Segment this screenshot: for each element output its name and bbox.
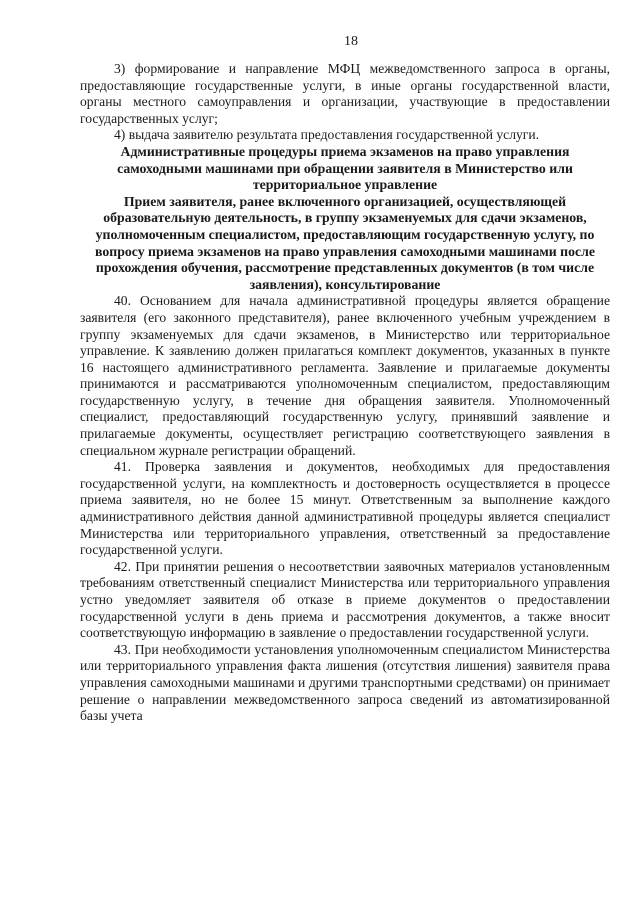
paragraph-item-3: 3) формирование и направление МФЦ межведомственного запроса в органы, предоставляющие государственные услуги, в иные органы государственной власти, органы местного самоуправления и организации, участвующие в предоставлении государственных услуг; xyxy=(80,61,610,126)
paragraph-42: 42. При принятии решения о несоответствии заявочных материалов установленным требованиям ответственный специалист Министерства или территориального управления устно уведомляет заявителя об отказе в приеме документов о предоставлении государственной услуги в день приема и рассмотрения документов, а также вносит соответствующую информацию в заявление о предоставлении государственной услуги. xyxy=(80,558,610,641)
subsection-heading: Прием заявителя, ранее включенного организацией, осуществляющей образовательную деятельность, в группу экзаменуемых для сдачи экзаменов, уполномоченным специалистом, предоставляющим государственную услугу, по вопросу приема экзаменов на право управления самоходными машинами после прохождения обучения, рассмотрение представленных документов (в том числе заявления), консультирование xyxy=(94,193,595,292)
page-number: 18 xyxy=(344,34,358,49)
paragraph-40: 40. Основанием для начала административной процедуры является обращение заявителя (его законного представителя), ранее включенного учебным учреждением в группу экзаменуемых для сдачи экзаменов, в Министерство или территориальное управление. К заявлению должен прилагаться комплект документов, указанных в пункте 16 настоящего административного регламента. Заявление и прилагаемые документы принимаются и рассматриваются уполномоченным специалистом, предоставляющим государственную услугу, в течение дня обращения заявителя. Уполномоченный специалист, предоставляющий государственную услугу, принявший заявление и прилагаемые документы, осуществляет регистрацию соответствующего заявления в специальном журнале регистрации обращений. xyxy=(80,293,610,458)
section-heading: Административные процедуры приема экзаменов на право управления самоходными машинами при обращении заявителя в Министерство или территориальное управление xyxy=(117,143,573,193)
paragraph-item-4: 4) выдача заявителю результата предоставления государственной услуги. xyxy=(114,127,540,143)
paragraph-41: 41. Проверка заявления и документов, необходимых для предоставления государственной услуги, на комплектность и достоверность осуществляется в процессе приема заявителя, но не более 15 минут. Ответственным за выполнение каждого административного действия данной административной процедуры является специалист Министерства или территориального управления, ответственный за предоставление государственной услуги. xyxy=(80,459,610,558)
paragraph-43: 43. При необходимости установления уполномоченным специалистом Министерства или территориального управления факта лишения (отсутствия лишения) заявителя права управления самоходными машинами и другими транспортными средствами) он принимает решение о направлении межведомственного запроса сведений из автоматизированной базы учета xyxy=(80,641,610,724)
